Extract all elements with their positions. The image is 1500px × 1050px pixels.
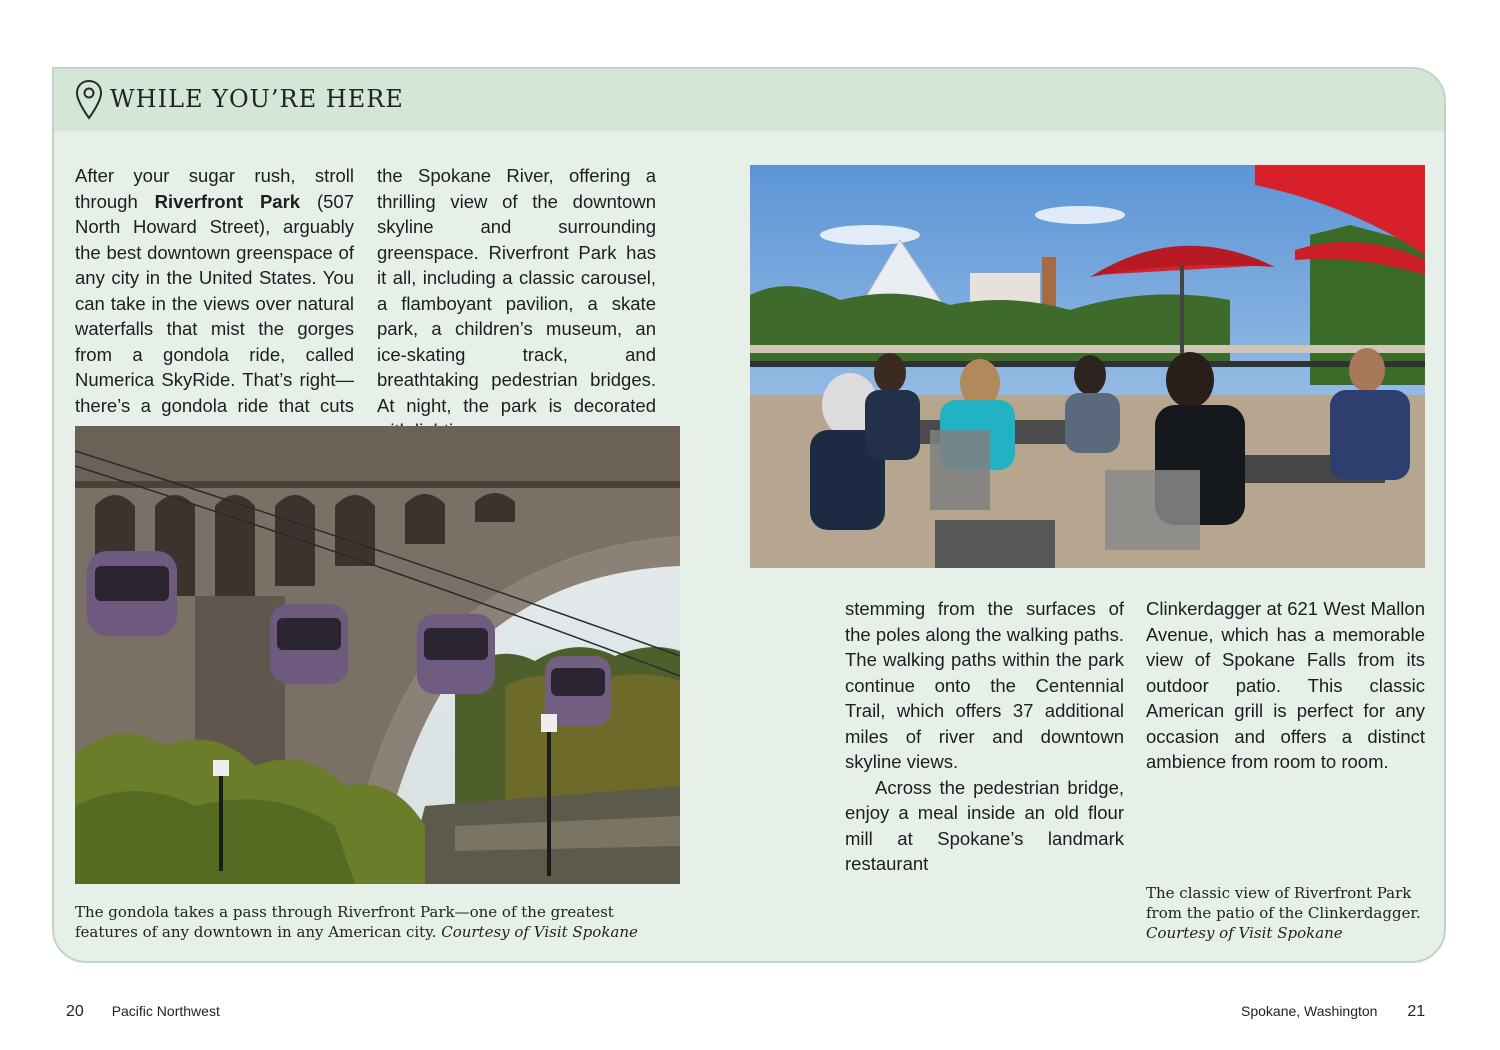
footer-left: [66, 1003, 220, 1021]
caption-text: The gondola takes a pass through Riverfront Park—one of the greatest features of any downtown in any American city.: [75, 903, 614, 941]
text-column-3: [845, 596, 1124, 877]
patio-caption: [1146, 883, 1436, 943]
caption-credit: Courtesy of Visit Spokane: [441, 923, 638, 941]
body-text: (507 North Howard Street), arguably the best downtown greenspace of any city in the United States. You can take in the views over natural waterfalls that mist the gorges from a gondola ride, called Numerica SkyRide. That’s right—there’s a gondola ride that cuts: [75, 190, 355, 416]
page-number-right: 21: [1407, 1003, 1426, 1020]
gondola-photo: [75, 426, 680, 884]
header-band: [54, 69, 1444, 131]
body-text: Across the pedestrian bridge, enjoy a meal inside an old flour mill at Spokane’s landmark restaurant: [845, 776, 1124, 874]
body-text: the Spokane River, offering a thrilling view of the downtown skyline and surrounding greenspace. Riverfront Park has it all, including a classic carousel, a flamboyant pavilion, a skate park, a children’s museum, an ice-skating track, and breathtaking pedestrian bridges. At night, the park is decorated: [377, 165, 656, 416]
text-column-2: [377, 163, 656, 444]
body-text: Clinkerdagger at 621 West Mallon Avenue, which has a memorable view of Spokane Falls from its outdoor patio. This classic American grill is perfect for any occasion and offers a distinct ambience from room to room.: [1146, 598, 1425, 772]
running-title-left: Pacific Northwest: [111, 1003, 220, 1019]
section-heading: WHILE YOU’RE HERE: [110, 85, 404, 113]
page-number-left: 20: [66, 1003, 84, 1020]
patio-photo: [750, 165, 1425, 568]
caption-credit: Courtesy of Visit Spokane: [1146, 924, 1343, 942]
caption-text: The classic view of Riverfront Park from the patio of the Clinkerdagger.: [1146, 884, 1421, 922]
footer-right: [1241, 1003, 1425, 1021]
map-pin-icon: [74, 79, 104, 121]
riverfront-park-bold: Riverfront Park: [154, 190, 301, 212]
body-text: stemming from the surfaces of the poles along the walking paths. The walking paths within the park continue onto the Centennial Trail, which offers 37 additional miles of river and downtown skyline views.: [845, 598, 1124, 772]
body-text: After your sugar rush, stroll through: [75, 165, 354, 212]
text-column-1: [75, 163, 354, 444]
gondola-caption: [75, 902, 675, 942]
running-title-right: Spokane, Washington: [1241, 1003, 1378, 1019]
text-column-4: [1146, 596, 1425, 775]
